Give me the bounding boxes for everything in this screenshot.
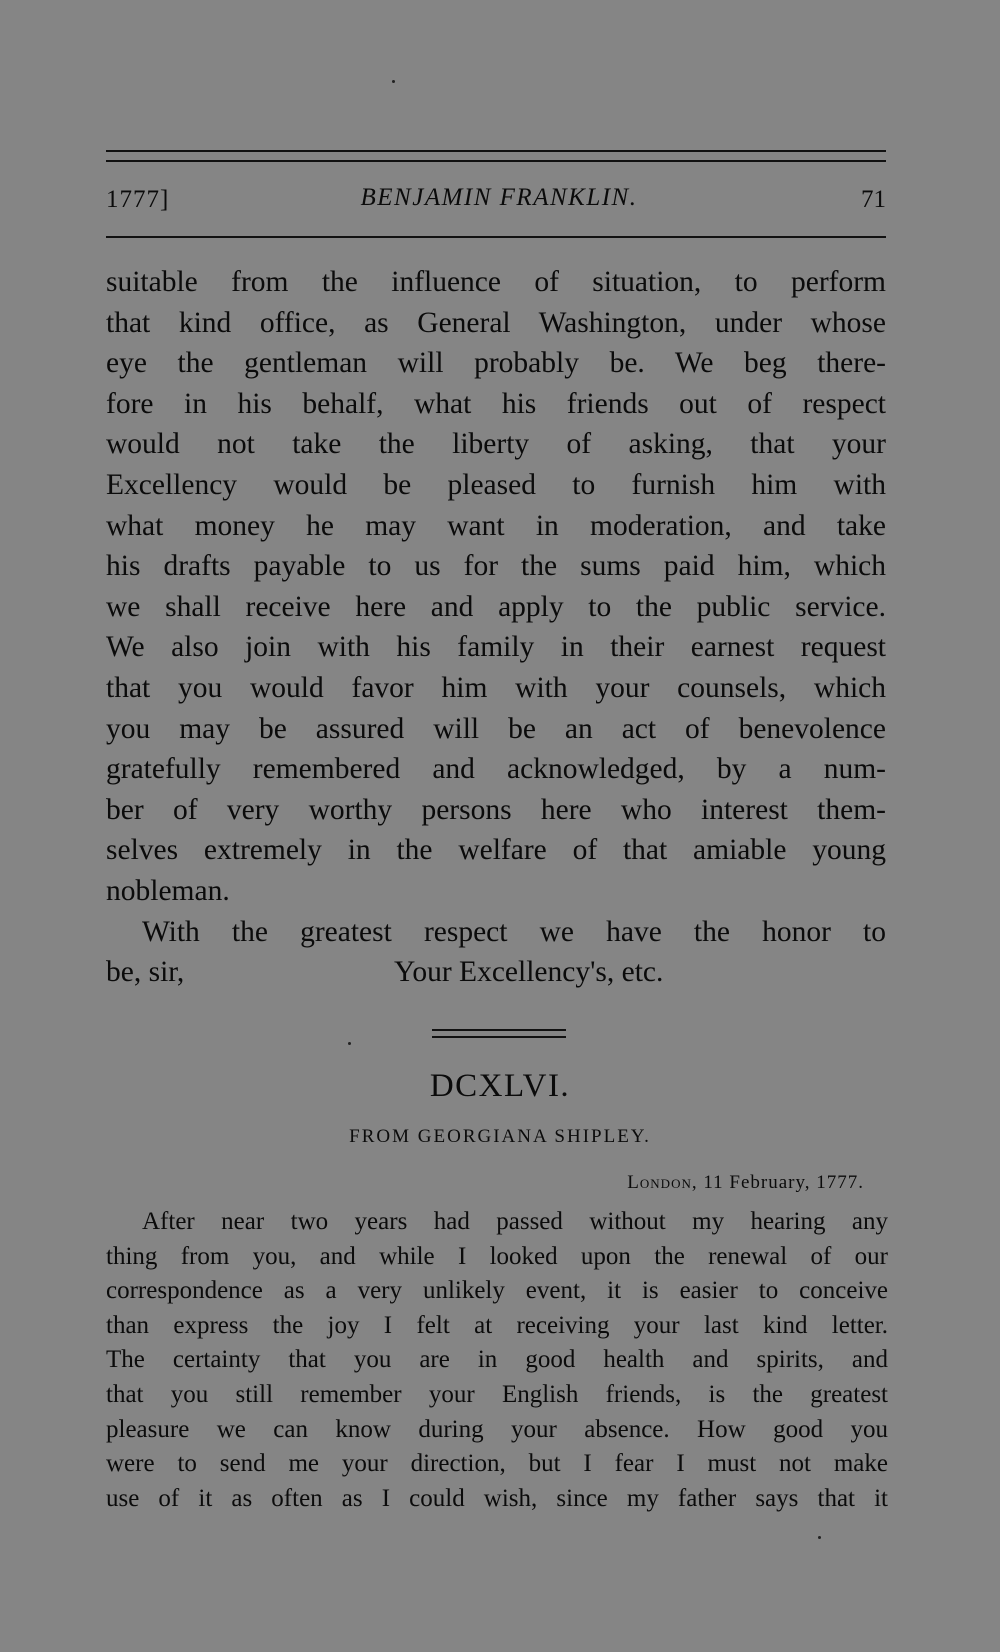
ink-speck (348, 1042, 351, 1045)
text-line: gratefully remembered and acknowledged, by a num- (106, 753, 886, 786)
letter-line: thing from you, and while I looked upon the renewal of our (106, 1242, 888, 1270)
section-separator-bottom (432, 1036, 566, 1038)
text-line: We also join with his family in their earnest request (106, 631, 886, 664)
letter-line: that you still remember your English friends, is the greatest (106, 1380, 888, 1408)
text-line: nobleman. (106, 874, 230, 907)
letter-from: FROM GEORGIANA SHIPLEY. (349, 1126, 651, 1147)
dateline-place: London, (627, 1172, 698, 1193)
text-line: that you would favor him with your counsels, which (106, 671, 886, 704)
letter-number: DCXLVI. (429, 1068, 571, 1104)
text-line: Excellency would be pleased to furnish him with (106, 468, 886, 501)
closing-line: With the greatest respect we have the honor to (142, 915, 886, 948)
text-line: suitable from the influence of situation, to perform (106, 266, 886, 298)
text-line: fore in his behalf, what his friends out of respect (106, 387, 886, 420)
text-line: that kind office, as General Washington, under whose (106, 306, 886, 339)
text-line: would not take the liberty of asking, that your (106, 428, 886, 461)
dateline (627, 1172, 864, 1194)
header-rule-top (106, 150, 886, 152)
header-year: 1777] (106, 186, 170, 213)
letter-line: than express the joy I felt at receiving your last kind letter. (106, 1311, 888, 1339)
running-title: BENJAMIN FRANKLIN. (360, 184, 638, 211)
text-line: ber of very worthy persons here who interest them- (106, 793, 886, 826)
letter-body (106, 1205, 888, 1516)
closing-end: be, sir, (106, 956, 185, 989)
closing-row (106, 952, 886, 993)
text-line: what money he may want in moderation, and take (106, 509, 886, 542)
running-header (106, 180, 886, 224)
letter-line: After near two years had passed without my hearing any (142, 1208, 888, 1235)
signoff: Your Excellency's, etc. (394, 956, 664, 989)
header-rule-bottom (106, 236, 886, 238)
letter-line: were to send me your direction, but I fear I must not make (106, 1450, 888, 1478)
letter-line: correspondence as a very unlikely event, it is easier to conceive (106, 1277, 888, 1305)
continued-letter-text (106, 262, 886, 993)
text-line: we shall receive here and apply to the public service. (106, 590, 886, 623)
ink-speck (392, 80, 395, 83)
dateline-date: 11 February, 1777. (703, 1172, 864, 1193)
page-number: 71 (861, 186, 886, 213)
header-rule-second (106, 160, 886, 162)
section-separator-top (432, 1029, 566, 1031)
letter-line: use of it as often as I could wish, since my father says that it (106, 1484, 888, 1512)
text-line: his drafts payable to us for the sums paid him, which (106, 550, 886, 583)
text-line: you may be assured will be an act of benevolence (106, 712, 886, 745)
letter-line: pleasure we can know during your absence. How good you (106, 1415, 888, 1443)
ink-speck (818, 1536, 821, 1539)
text-line: selves extremely in the welfare of that amiable young (106, 834, 886, 867)
text-line: eye the gentleman will probably be. We beg there- (106, 347, 886, 380)
letter-line: The certainty that you are in good health and spirits, and (106, 1346, 888, 1374)
